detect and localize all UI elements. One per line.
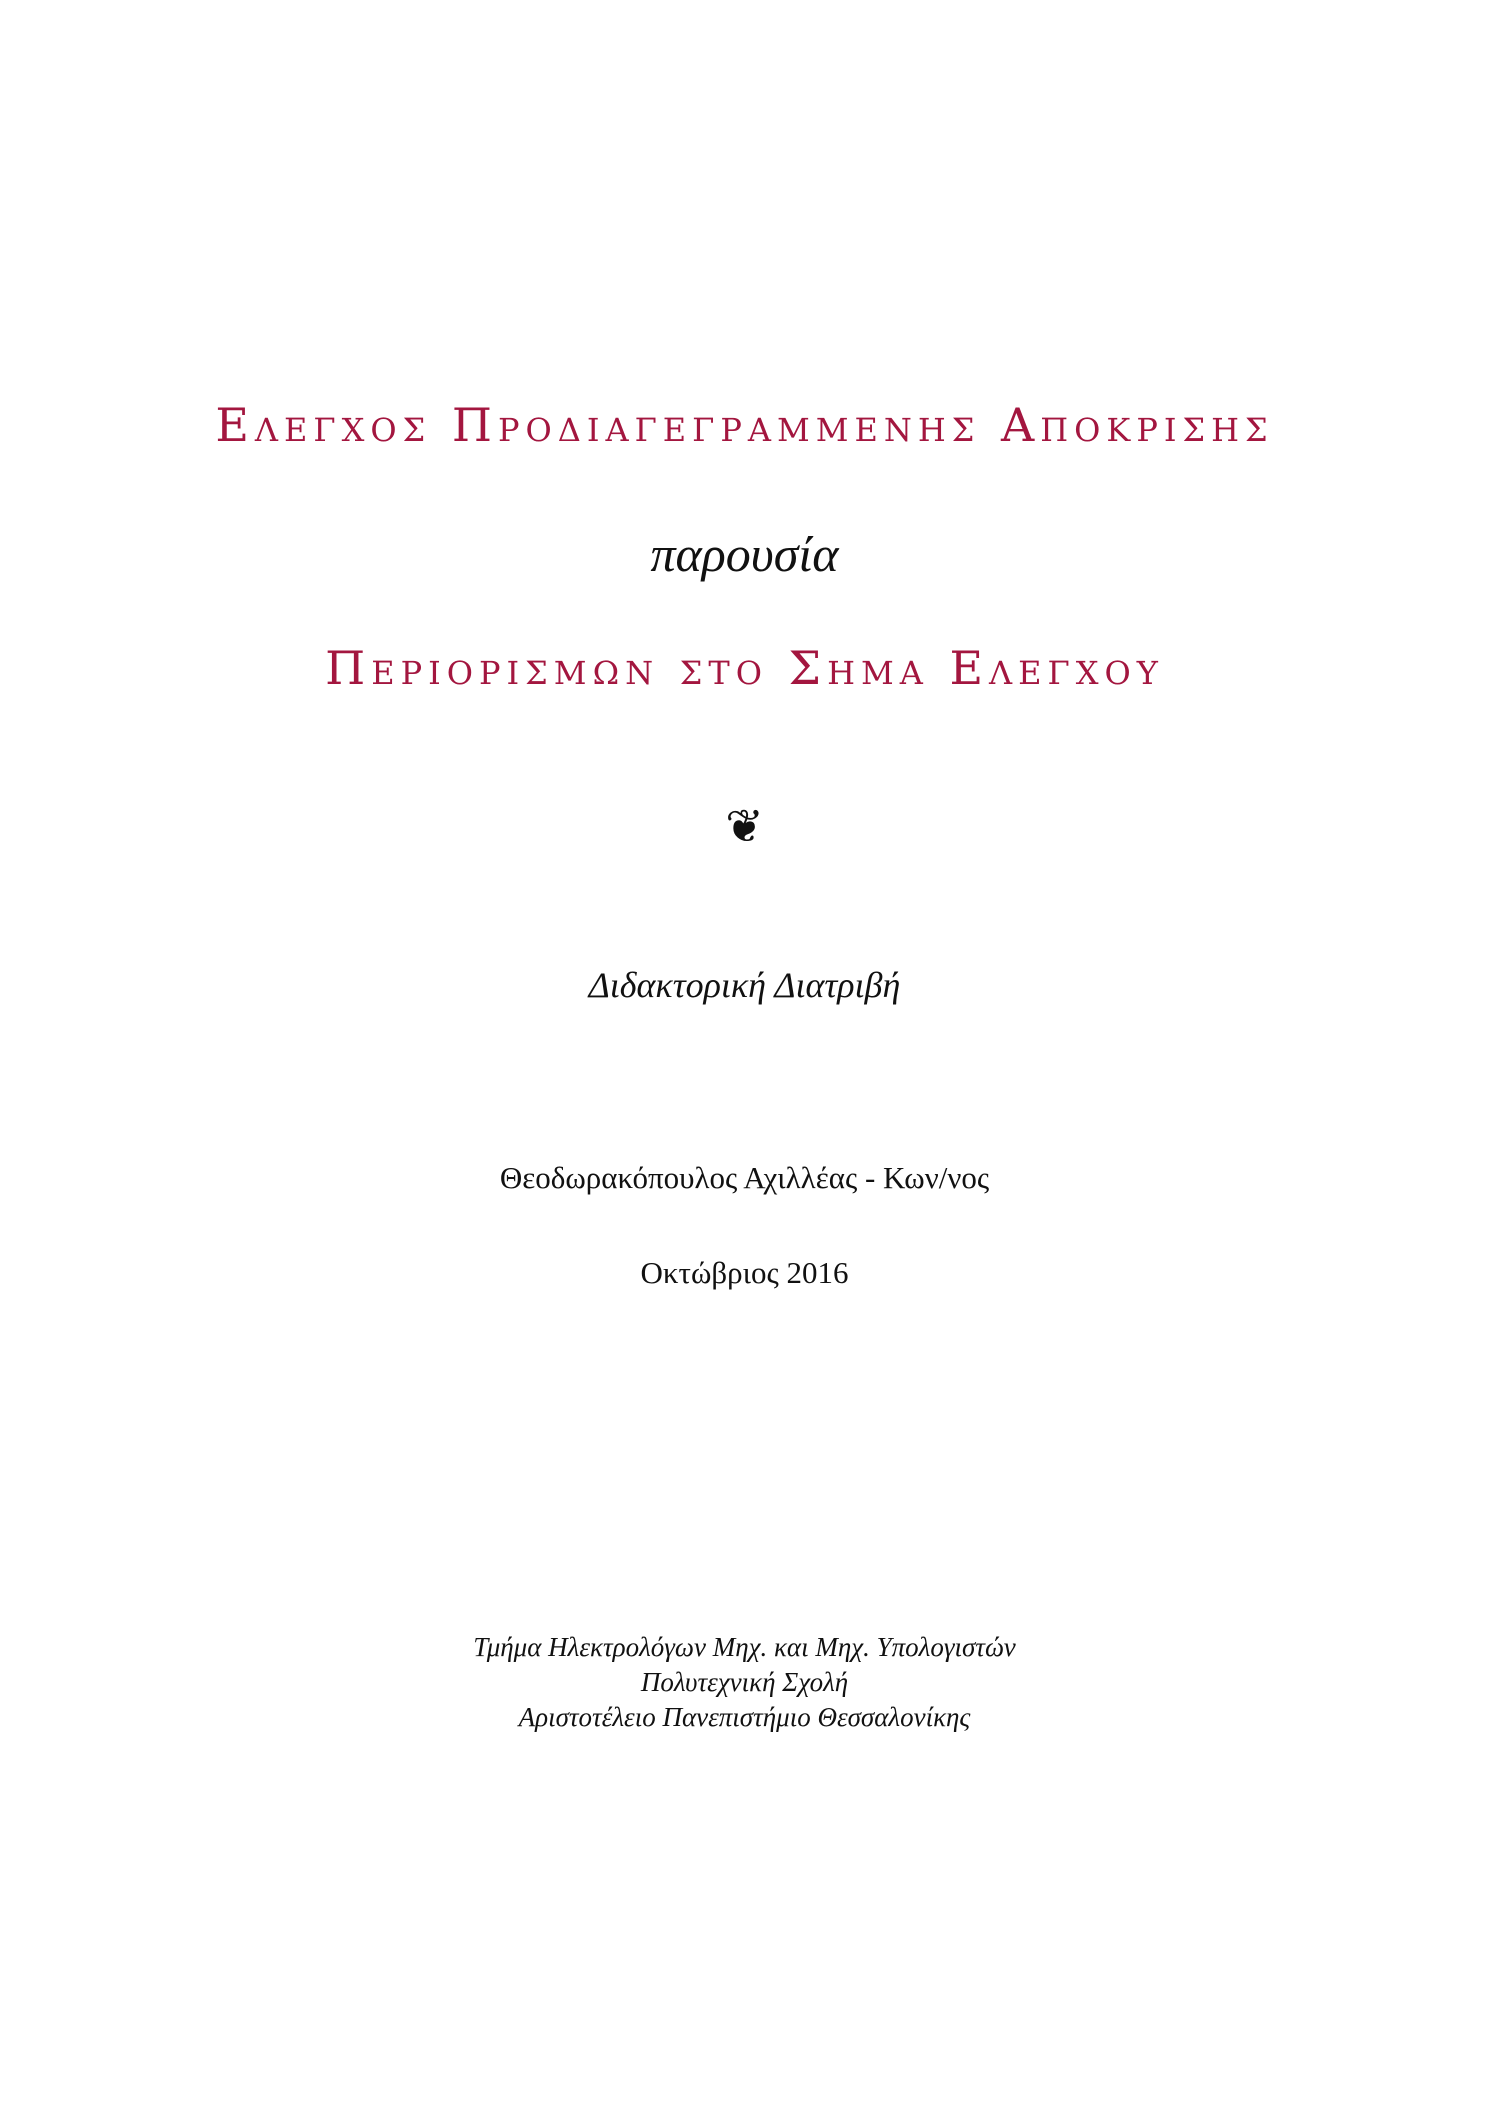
title-line-2: Περιορισμων στο Σημα Ελεγχου [325, 641, 1164, 695]
fleuron-icon: ❦ [725, 799, 764, 853]
title-line-1: Ελεγχος Προδιαγεγραμμενης Αποκρισης [215, 398, 1274, 452]
affiliation-school: Πολυτεχνική Σχολή [640, 1667, 849, 1697]
submission-date: Οκτώβριος 2016 [640, 1255, 849, 1290]
affiliation-department: Τμήμα Ηλεκτρολόγων Μηχ. και Μηχ. Υπολογιστών [473, 1632, 1016, 1662]
thesis-type: Διδακτορική Διατριβή [588, 965, 901, 1005]
author-name: Θεοδωρακόπουλος Αχιλλέας - Κων/νος [499, 1160, 990, 1195]
title-connector: παρουσία [650, 526, 839, 582]
affiliation-university: Αριστοτέλειο Πανεπιστήμιο Θεσσαλονίκης [518, 1702, 971, 1732]
